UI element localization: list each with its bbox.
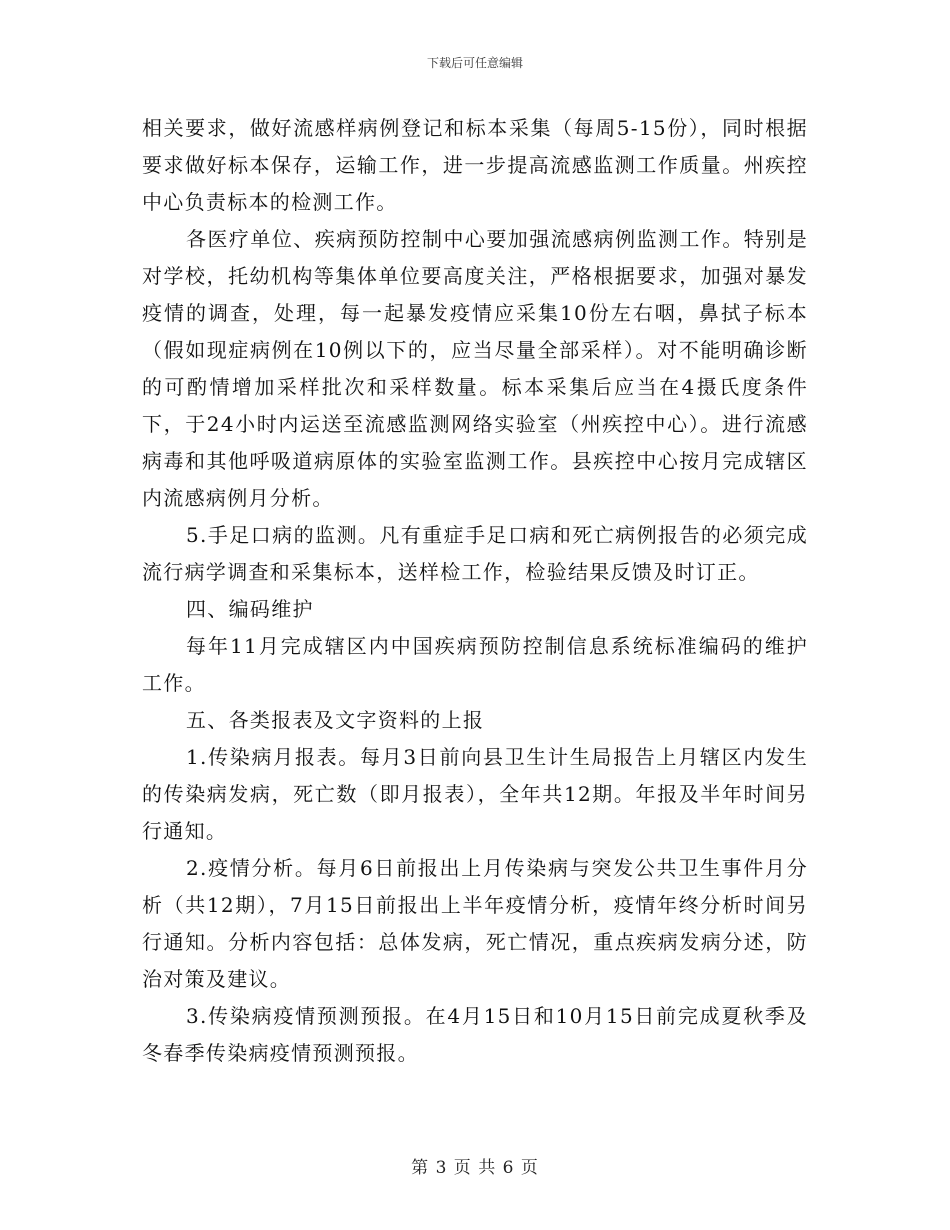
paragraph: 1.传染病月报表。每月3日前向县卫生计生局报告上月辖区内发生的传染病发病，死亡数（即月报表），全年共12期。年报及半年时间另行通知。 bbox=[142, 745, 808, 843]
section-heading: 五、各类报表及文字资料的上报 bbox=[186, 708, 485, 732]
document-body bbox=[142, 110, 808, 1072]
page-header: 下载后可任意编辑 bbox=[426, 56, 523, 70]
paragraph: 5.手足口病的监测。凡有重症手足口病和死亡病例报告的必须完成流行病学调查和采集标本，送样检工作，检验结果反馈及时订正。 bbox=[142, 523, 808, 584]
paragraph: 2.疫情分析。每月6日前报出上月传染病与突发公共卫生事件月分析（共12期），7月15日前报出上半年疫情分析，疫情年终分析时间另行通知。分析内容包括：总体发病，死亡情况，重点疾病发病分述，防治对策及建议。 bbox=[142, 856, 808, 991]
page-footer: 第 3 页 共 6 页 bbox=[411, 1158, 539, 1178]
paragraph: 3.传染病疫情预测预报。在4月15日和10月15日前完成夏秋季及冬春季传染病疫情预测预报。 bbox=[142, 1004, 808, 1065]
paragraph: 每年11月完成辖区内中国疾病预防控制信息系统标准编码的维护工作。 bbox=[142, 634, 808, 695]
paragraph: 相关要求，做好流感样病例登记和标本采集（每周5-15份），同时根据要求做好标本保存，运输工作，进一步提高流感监测工作质量。州疾控中心负责标本的检测工作。 bbox=[142, 116, 808, 214]
paragraph: 各医疗单位、疾病预防控制中心要加强流感病例监测工作。特别是对学校，托幼机构等集体单位要高度关注，严格根据要求，加强对暴发疫情的调查，处理，每一起暴发疫情应采集10份左右咽，鼻拭子标本（假如现症病例在10例以下的，应当尽量全部采样）。对不能明确诊断的可酌情增加采样批次和采样数量。标本采集后应当在4摄氏度条件下，于24小时内运送至流感监测网络实验室（州疾控中心）。进行流感病毒和其他呼吸道病原体的实验室监测工作。县疾控中心按月完成辖区内流感病例月分析。 bbox=[142, 227, 808, 510]
section-heading: 四、编码维护 bbox=[186, 597, 314, 621]
